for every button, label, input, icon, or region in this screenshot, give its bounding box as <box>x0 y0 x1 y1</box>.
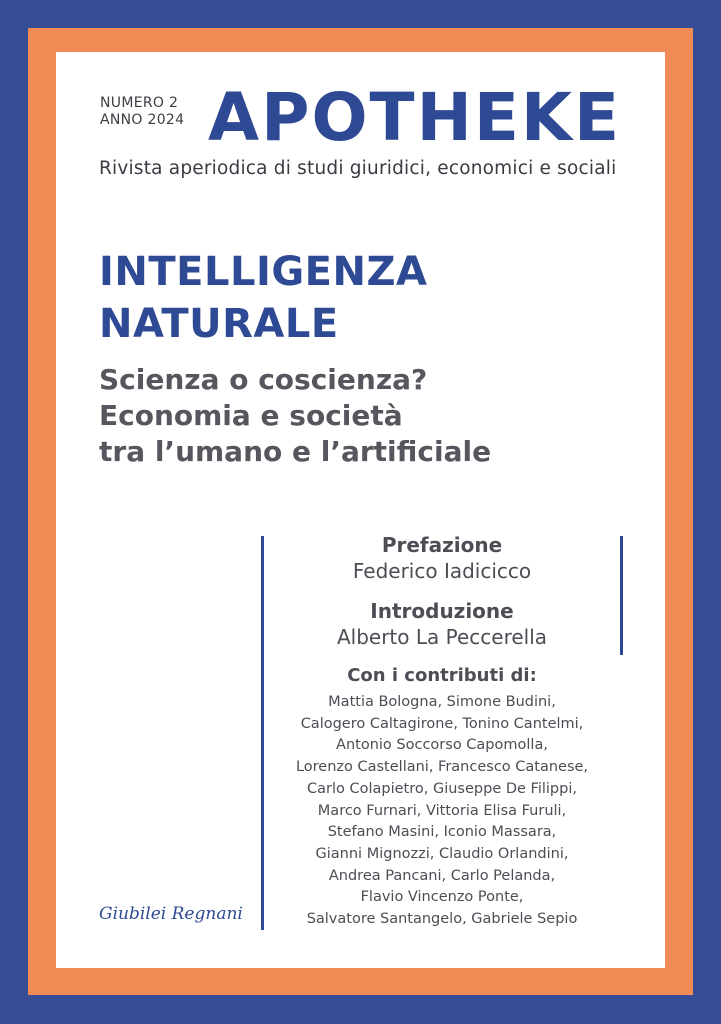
journal-name: APOTHEKE <box>208 79 622 156</box>
contributor-line: Calogero Caltagirone, Tonino Cantelmi, <box>300 715 584 732</box>
contributor-line: Stefano Masini, Iconio Massara, <box>327 824 557 841</box>
preface-author: Federico Iadicicco <box>352 559 532 583</box>
cover-page <box>56 52 665 968</box>
tagline-line-3: tra l’umano e l’artificiale <box>99 435 492 468</box>
contributor-line: Marco Furnari, Vittoria Elisa Furuli, <box>317 802 567 819</box>
contributor-line: Flavio Vincenzo Ponte, <box>360 889 524 906</box>
contributor-line: Salvatore Santangelo, Gabriele Sepio <box>306 911 578 928</box>
contributor-line: Gianni Mignozzi, Claudio Orlandini, <box>315 845 569 862</box>
issue-number: NUMERO 2 <box>100 95 179 111</box>
preface-heading: Prefazione <box>381 533 503 557</box>
journal-subtitle: Rivista aperiodica di studi giuridici, economici e sociali <box>99 158 617 179</box>
main-title <box>99 246 427 350</box>
contributor-line: Lorenzo Castellani, Francesco Catanese, <box>295 759 589 776</box>
right-divider <box>620 536 623 655</box>
tagline-line-1: Scienza o coscienza? <box>99 363 428 396</box>
contributor-line: Antonio Soccorso Capomolla, <box>336 737 548 754</box>
issue-info <box>100 95 184 129</box>
contributors-heading: Con i contributi di: <box>347 665 537 686</box>
publisher-logo: Giubilei Regnani <box>99 904 243 924</box>
issue-year: ANNO 2024 <box>100 112 185 128</box>
main-title-line-1: INTELLIGENZA <box>99 249 428 295</box>
contributor-line: Carlo Colapietro, Giuseppe De Filippi, <box>307 780 577 797</box>
intro-author: Alberto La Peccerella <box>336 625 548 649</box>
contributor-line: Andrea Pancani, Carlo Pelanda, <box>328 867 556 884</box>
credits-block <box>264 532 620 931</box>
intro-heading: Introduzione <box>370 599 514 623</box>
contributor-line: Mattia Bologna, Simone Budini, <box>328 694 556 710</box>
contributors-list <box>264 692 620 931</box>
tagline <box>99 362 491 470</box>
tagline-line-2: Economia e società <box>99 399 403 432</box>
main-title-line-2: NATURALE <box>99 301 339 347</box>
